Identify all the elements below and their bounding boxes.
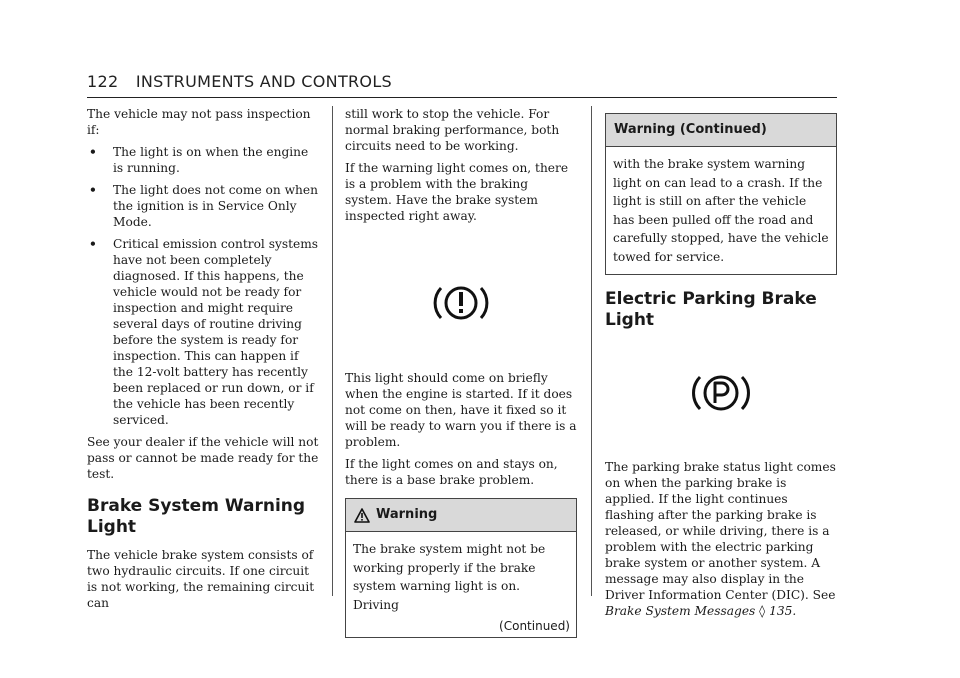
warning-box-continued bbox=[605, 113, 837, 275]
parking-brake-heading: Electric Parking Brake Light bbox=[605, 289, 817, 330]
warning-text: with the brake system warning light on can lead to a crash. If the light is still on after the vehicle has been pulled off the road and carefully stopped, have the vehicle towed for service. bbox=[613, 157, 829, 264]
column-2 bbox=[345, 106, 577, 638]
warning-header bbox=[346, 499, 576, 532]
warning-text: The brake system might not be working properly if the brake system warning light is on. Driving bbox=[353, 542, 546, 612]
warning-header: Warning (Continued) bbox=[606, 114, 836, 147]
page-ref-icon: ◊ bbox=[759, 604, 766, 618]
list-item: • The light does not come on when the ignition is in Service Only Mode. bbox=[89, 183, 318, 229]
inspection-intro: The vehicle may not pass inspection if: bbox=[87, 107, 311, 137]
brake-warning-heading: Brake System Warning Light bbox=[87, 496, 306, 537]
paragraph: still work to stop the vehicle. For normal braking performance, both circuits need to be working. bbox=[345, 107, 560, 153]
page-header bbox=[87, 72, 392, 91]
cross-reference-link[interactable]: Brake System Messages ◊ 135. bbox=[605, 604, 797, 618]
bullet-icon: • bbox=[89, 237, 97, 251]
section-title: INSTRUMENTS AND CONTROLS bbox=[135, 72, 392, 91]
dealer-note: See your dealer if the vehicle will not pass or cannot be made ready for the test. bbox=[87, 435, 319, 481]
column-1 bbox=[87, 106, 319, 617]
column-3 bbox=[605, 106, 837, 625]
paragraph: If the warning light comes on, there is a problem with the braking system. Have the brake system inspected right away. bbox=[345, 161, 569, 223]
warning-title: Warning bbox=[376, 507, 438, 522]
paragraph: This light should come on briefly when the engine is started. If it does not come on then, have it fixed so it will be ready to warn you if there is a problem. bbox=[345, 371, 577, 449]
column-divider bbox=[332, 106, 333, 596]
list-item: • Critical emission control systems have not been completely diagnosed. If this happens, the vehicle would not be ready for inspection and might require several days of routine driving before the system is ready for inspection. This can happen if the 12-volt battery has recently been replaced or run down, or if the vehicle has been recently serviced. bbox=[89, 237, 319, 427]
parking-brake-desc: The parking brake status light comes on when the parking brake is applied. If the light continues flashing after the parking brake is released, or while driving, there is a problem with the electric parking brake system or another system. A message may also display in the Driver Information Center (DIC). See Brake System Messages ◊ 135. bbox=[605, 460, 836, 618]
list-item: • The light is on when the engine is running. bbox=[89, 145, 309, 175]
warning-triangle-icon bbox=[354, 508, 370, 523]
warning-box bbox=[345, 498, 577, 638]
column-divider bbox=[591, 106, 592, 596]
bullet-icon: • bbox=[89, 145, 97, 159]
header-rule bbox=[87, 97, 837, 98]
inspection-list bbox=[87, 144, 319, 428]
brake-warning-icon bbox=[345, 280, 577, 326]
page-number: 122 bbox=[87, 72, 119, 91]
bullet-icon: • bbox=[89, 183, 97, 197]
paragraph: If the light comes on and stays on, there is a base brake problem. bbox=[345, 457, 558, 487]
parking-brake-icon bbox=[605, 369, 837, 417]
continued-label: (Continued) bbox=[499, 619, 570, 633]
brake-system-desc: The vehicle brake system consists of two hydraulic circuits. If one circuit is not working, the remaining circuit can bbox=[87, 548, 315, 610]
